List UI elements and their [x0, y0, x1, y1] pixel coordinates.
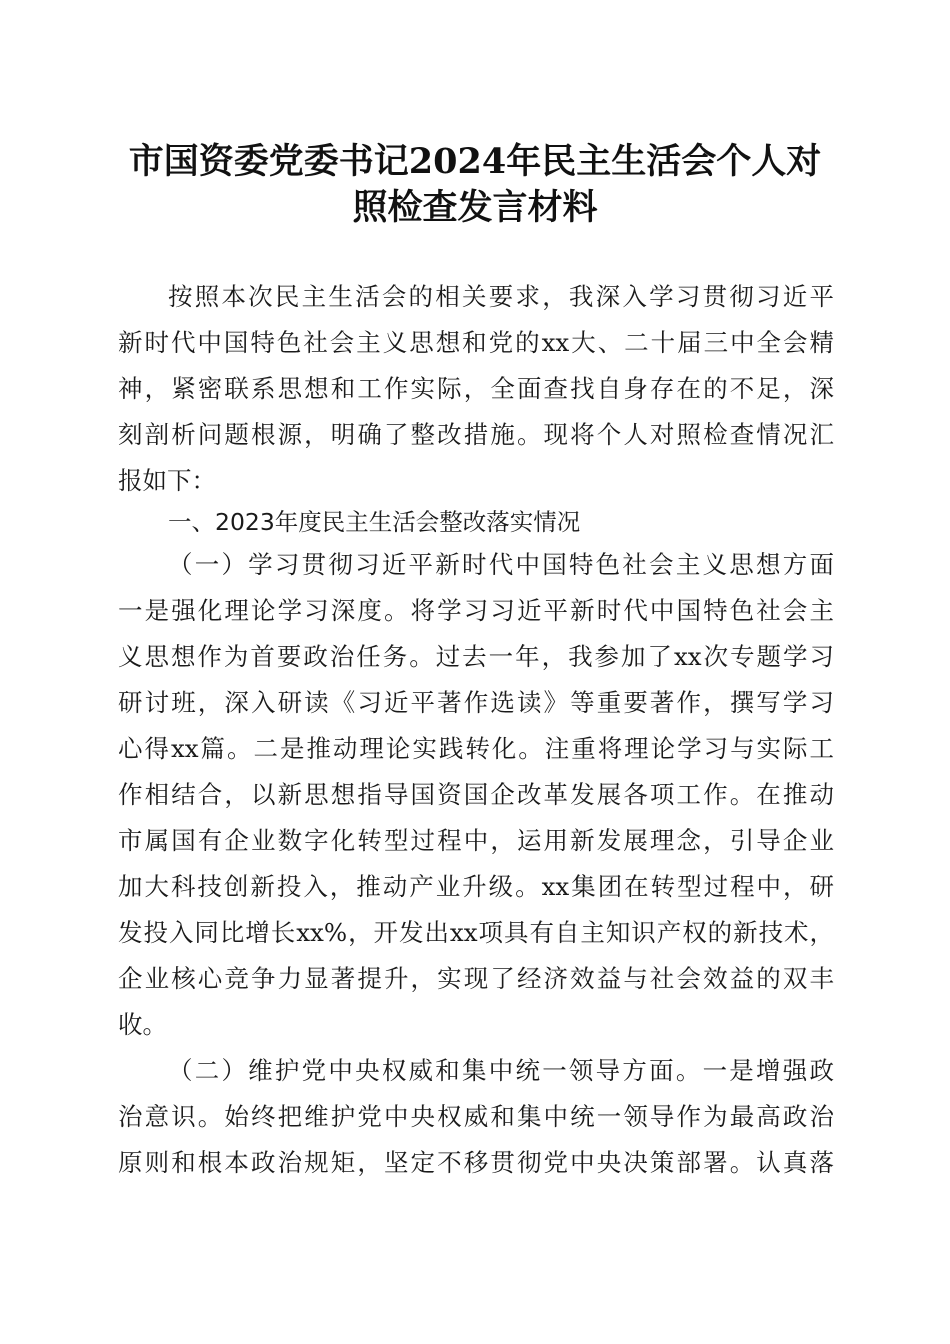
body-line: 心得xx篇。二是推动理论实践转化。注重将理论学习与实际工	[118, 734, 834, 763]
body-line: 加大科技创新投入，推动产业升级。xx集团在转型过程中，研	[118, 872, 834, 901]
intro-line: 神，紧密联系思想和工作实际，全面查找自身存在的不足，深	[118, 374, 834, 403]
intro-line: 报如下：	[118, 466, 216, 495]
body-line: 企业核心竞争力显著提升，实现了经济效益与社会效益的双丰	[118, 964, 834, 993]
body-line: 原则和根本政治规矩，坚定不移贯彻党中央决策部署。认真落	[118, 1148, 834, 1177]
body-line: 研讨班，深入研读《习近平著作选读》等重要著作，撰写学习	[118, 688, 834, 717]
subsection-heading: （二）维护党中央权威和集中统一领导方面。一是增强政	[168, 1056, 834, 1085]
intro-line: 刻剖析问题根源，明确了整改措施。现将个人对照检查情况汇	[118, 420, 834, 449]
body-line: 收。	[118, 1010, 167, 1039]
intro-line: 按照本次民主生活会的相关要求，我深入学习贯彻习近平	[168, 282, 834, 311]
document-title-line-2: 照检查发言材料	[352, 187, 598, 228]
body-line: 市属国有企业数字化转型过程中，运用新发展理念，引导企业	[118, 826, 834, 855]
intro-line: 新时代中国特色社会主义思想和党的xx大、二十届三中全会精	[118, 328, 834, 357]
body-line: 义思想作为首要政治任务。过去一年，我参加了xx次专题学习	[118, 642, 834, 671]
subsection-heading: （一）学习贯彻习近平新时代中国特色社会主义思想方面	[168, 550, 834, 579]
body-line: 一是强化理论学习深度。将学习习近平新时代中国特色社会主	[118, 596, 834, 625]
document-title-line-1: 市国资委党委书记2024年民主生活会个人对	[128, 141, 822, 182]
body-line: 治意识。始终把维护党中央权威和集中统一领导作为最高政治	[118, 1102, 834, 1131]
section-heading: 一、2023年度民主生活会整改落实情况	[168, 508, 581, 536]
body-line: 作相结合，以新思想指导国资国企改革发展各项工作。在推动	[118, 780, 834, 809]
body-line: 发投入同比增长xx%，开发出xx项具有自主知识产权的新技术，	[118, 918, 834, 947]
